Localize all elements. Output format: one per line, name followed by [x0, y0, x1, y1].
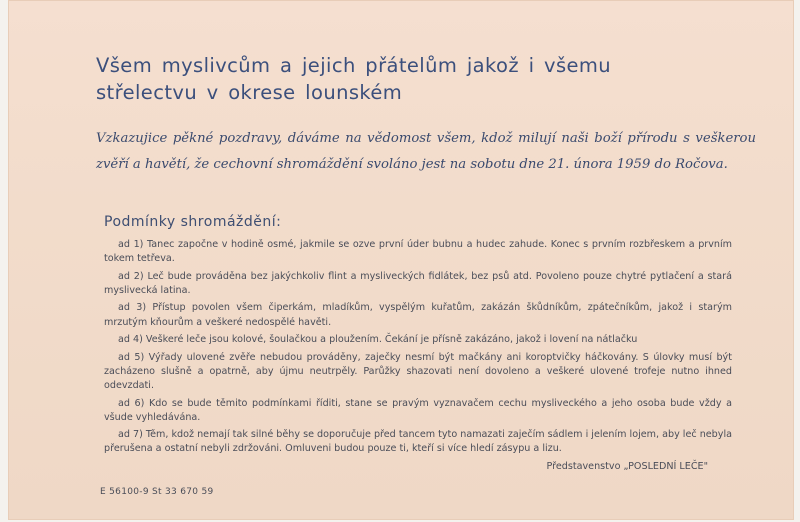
condition-item-2: ad 2) Leč bude prováděna bez jakýchkoliv flint a mysliveckých fidlátek, bez psů atd. Povoleno pouze chytré pytlačení a stará myslivecká latina. — [104, 270, 732, 296]
condition-item-5: ad 5) Výřady ulovené zvěře nebudou prováděny, zaječky nesmí být mačkány ani koroptvičky háčkovány. S úlovky musí být zacházeno slušně a opatrně, aby újmu neutrpěly. Parůžky shazovati není dovoleno a veškeré ulovené trofeje nutno ihned odevzdati. — [104, 351, 732, 392]
conditions-title: Podmínky shromáždění: — [104, 214, 282, 230]
condition-item-4: ad 4) Veškeré leče jsou kolové, šoulačkou a ploužením. Čekání je přísně zakázáno, jakož i lovení na nátlačku — [118, 334, 638, 346]
intro-paragraph: Vzkazujice pěkné pozdravy, dáváme na vědomost všem, kdož milují naši boží přírodu s veškerou zvěří a havětí, že cechovní shromáždění svoláno jest na sobotu dne 21. února 1959 do Ročova. — [96, 131, 756, 172]
print-code: E 56100-9 St 33 670 59 — [100, 487, 214, 497]
condition-item-6: ad 6) Kdo se bude těmito podmínkami říditi, stane se pravým vyznavačem cechu mysliveckého a jeho osoba bude vždy a všude vyhledávána. — [104, 397, 732, 423]
document-heading — [96, 52, 756, 106]
condition-item-7: ad 7) Těm, kdož nemají tak silné běhy se doporučuje před tancem tyto namazati zaječím sádlem i jelením lojem, aby leč nebyla přerušena a ostatní nebyli zdržováni. Omluveni budou pouze ti, kteří si více hledí zásypu a lizu. — [104, 429, 732, 455]
conditions-list — [104, 238, 732, 460]
document-page — [8, 0, 794, 520]
heading-line-2: střelectvu v okrese lounském — [96, 81, 403, 104]
condition-item-1: ad 1) Tanec započne v hodině osmé, jakmile se ozve první úder bubnu a hudec zahude. Konec s prvním rozbřeskem a prvním tokem tetřeva. — [104, 239, 732, 265]
signature: Představenstvo „POSLEDNÍ LEČE" — [546, 461, 708, 472]
condition-item-3: ad 3) Přístup povolen všem čiperkám, mladíkům, vyspělým kuřatům, zakázán škůdníkům, zpátečníkům, jakož i starým mrzutým kňourům a veškeré nedospělé havěti. — [104, 302, 732, 328]
heading-line-1: Všem myslivcům a jejich přátelům jakož i všemu — [96, 54, 612, 77]
